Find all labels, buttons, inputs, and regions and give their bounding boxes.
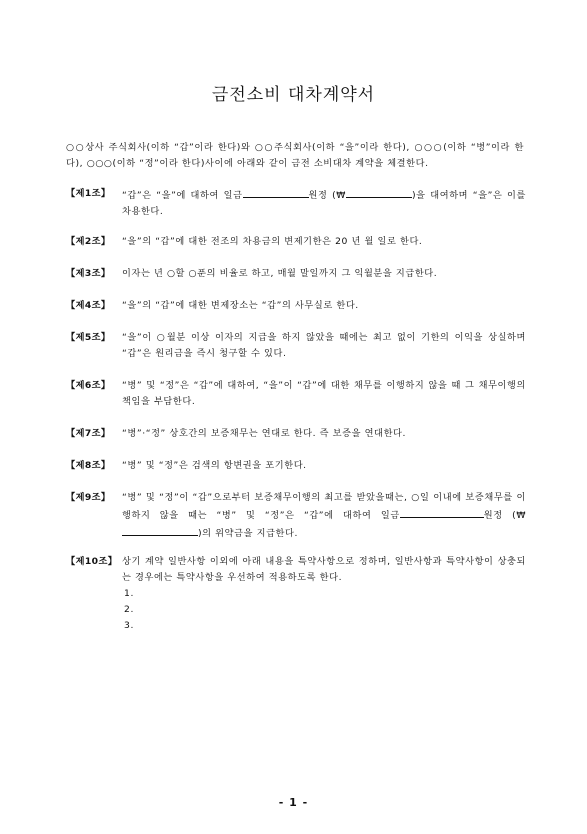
article-text: 원정 (₩ [483, 510, 527, 521]
document-title: 금전소비 대차계약서 [211, 85, 376, 105]
article-number: 【제8조】 [66, 460, 111, 471]
article-number: 【제3조】 [66, 268, 111, 279]
article-3 [66, 266, 526, 282]
article-body: “을”의 “갑”에 대한 변제장소는 “갑”의 사무실로 한다. [122, 300, 359, 311]
article-body [122, 490, 526, 542]
special-terms-list [122, 586, 526, 634]
article-2 [66, 234, 526, 250]
article-number: 【제1조】 [66, 188, 111, 199]
article-6 [66, 378, 526, 410]
article-body: “병” 및 “정”은 검색의 항변권을 포기한다. [122, 460, 307, 471]
article-text: 상기 계약 일반사항 이외에 아래 내용을 특약사항으로 정하며, 일반사항과 특약사항이 상충되는 경우에는 특약사항을 우선하여 적용하도록 한다. [122, 556, 526, 583]
article-body: “병” 및 “정”은 “갑”에 대하여, “을”이 “갑”에 대한 채무를 이행하지 않을 때 그 채무이행의 책임을 부담한다. [122, 380, 526, 407]
amount-blank [243, 186, 309, 198]
article-number: 【제4조】 [66, 300, 111, 311]
article-4 [66, 298, 526, 314]
article-8 [66, 458, 526, 474]
article-text: )의 위약금을 지급한다. [198, 528, 299, 539]
article-1 [66, 186, 526, 220]
article-body: “을”의 “갑”에 대한 전조의 차용금의 변제기한은 20 년 월 일로 한다. [122, 236, 423, 247]
article-number: 【제9조】 [66, 492, 111, 503]
article-7 [66, 426, 526, 442]
list-item: 3. [124, 620, 134, 631]
article-number: 【제6조】 [66, 380, 111, 391]
article-body [122, 554, 526, 634]
article-text: “갑”은 “을”에 대하여 일금 [122, 190, 243, 201]
article-body: 이자는 년 ○할 ○푼의 비율로 하고, 매월 말일까지 그 익월분을 지급한다. [122, 268, 438, 279]
amount-number-blank [122, 524, 198, 536]
page-number: - 1 - [278, 796, 309, 809]
article-number: 【제7조】 [66, 428, 111, 439]
article-10 [66, 554, 526, 634]
article-body: “병”·“정” 상호간의 보증채무는 연대로 한다. 즉 보증을 연대한다. [122, 428, 407, 439]
amount-blank [400, 506, 484, 518]
amount-number-blank [346, 186, 412, 198]
article-text: )을 대여하며 “을”은 이를 차용한다. [122, 190, 526, 217]
article-text: 원정 (₩ [308, 190, 346, 201]
article-number: 【제2조】 [66, 236, 111, 247]
article-body: “을”이 ○월분 이상 이자의 지급을 하지 않았을 때에는 최고 없이 기한의 이익을 상실하며 “갑”은 원리금을 즉시 청구할 수 있다. [122, 332, 526, 359]
article-number: 【제10조】 [66, 556, 118, 567]
list-item: 2. [124, 604, 134, 615]
intro-paragraph: ○○상사 주식회사(이하 “갑”이라 한다)와 ○○주식회사(이하 “을”이라 한다), ○○○(이하 “병”이라 한다), ○○○(이하 “정”이라 한다)사이에 아래와 같이 금전 소비대차 계약을 체결한다. [66, 142, 524, 169]
article-number: 【제5조】 [66, 332, 111, 343]
article-text: “병” 및 “정”이 “갑”으로부터 보증채무이행의 최고를 받았을때는, ○일 이내에 보증채무를 이행하지 않을 때는 “병” 및 “정”은 “갑”에 대하여 일금 [122, 492, 526, 521]
article-9 [66, 490, 526, 542]
list-item: 1. [124, 588, 134, 599]
article-body [122, 186, 526, 220]
article-5 [66, 330, 526, 362]
